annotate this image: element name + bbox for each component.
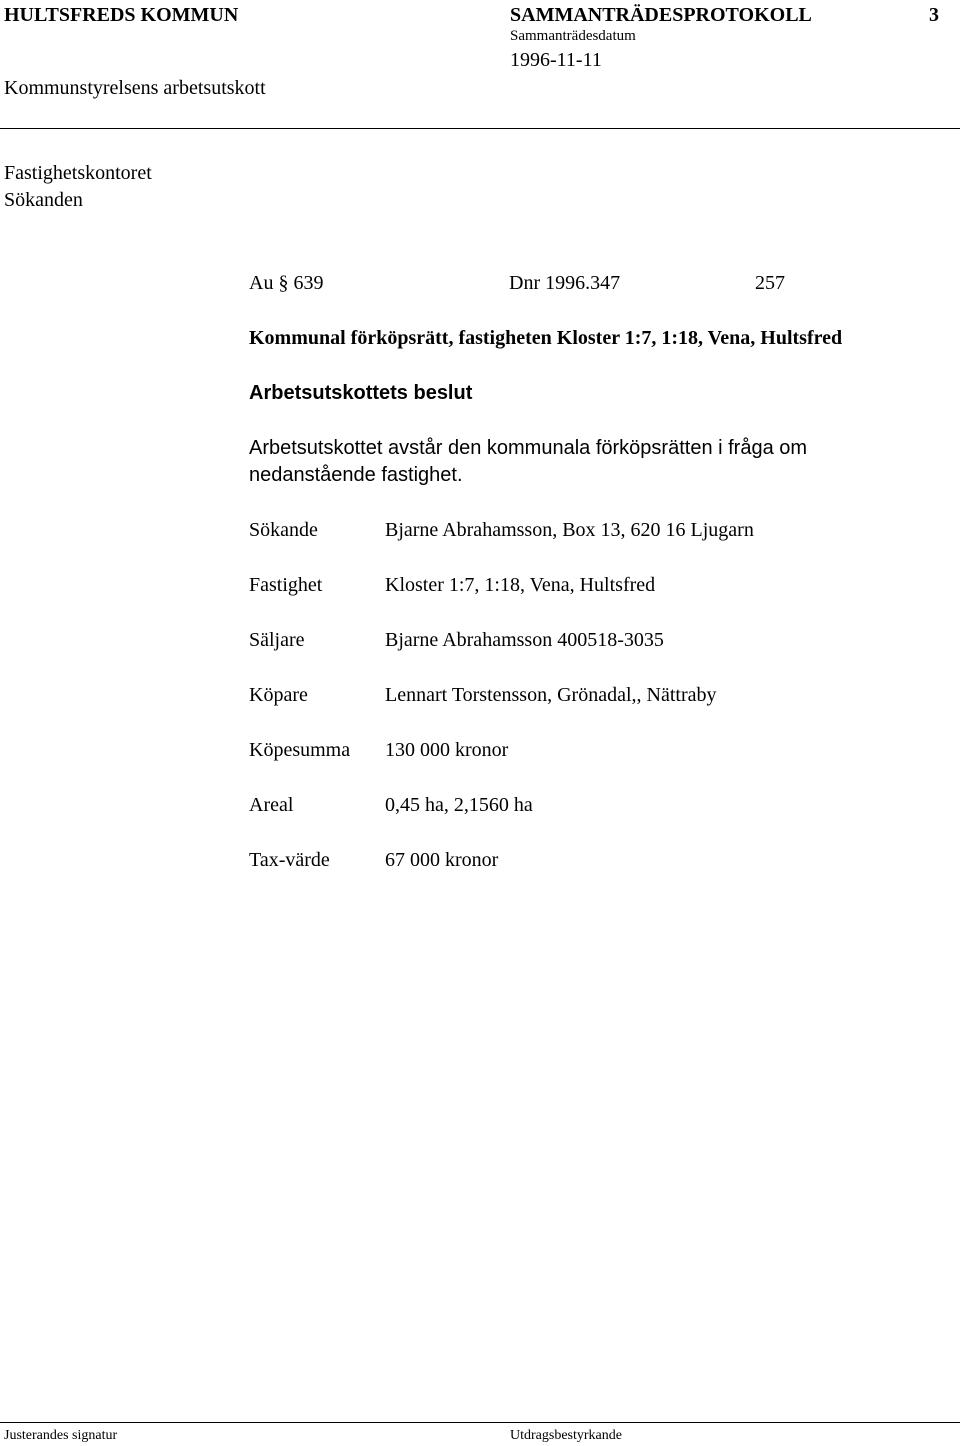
detail-label: Sökande <box>249 519 318 541</box>
distribution-item: Sökanden <box>4 189 83 211</box>
detail-label: Fastighet <box>249 574 323 596</box>
detail-label: Areal <box>249 794 294 816</box>
detail-label: Säljare <box>249 629 305 651</box>
footer-signature-label: Justerandes signatur <box>4 1428 118 1443</box>
detail-value: Bjarne Abrahamsson 400518-3035 <box>385 629 664 651</box>
case-title: Kommunal förköpsrätt, fastigheten Kloster 1:7, 1:18, Vena, Hultsfred <box>249 327 843 349</box>
detail-value: 0,45 ha, 2,1560 ha <box>385 794 533 816</box>
detail-label: Tax-värde <box>249 849 330 871</box>
municipality-name: HULTSFREDS KOMMUN <box>4 4 239 26</box>
detail-label: Köpare <box>249 684 308 706</box>
detail-label: Köpesumma <box>249 739 351 761</box>
decision-text-line: nedanstående fastighet. <box>249 464 463 486</box>
document-type: SAMMANTRÄDESPROTOKOLL <box>510 4 812 26</box>
meeting-date: 1996-11-11 <box>510 49 602 71</box>
meeting-date-label: Sammanträdesdatum <box>510 28 636 44</box>
decision-heading: Arbetsutskottets beslut <box>249 382 473 404</box>
paragraph-reference <box>249 273 323 293</box>
au-number: 639 <box>293 272 324 294</box>
footer-certification-label: Utdragsbestyrkande <box>510 1428 622 1443</box>
detail-value: Kloster 1:7, 1:18, Vena, Hultsfred <box>385 574 656 596</box>
section-sign: § <box>278 272 289 294</box>
committee-name: Kommunstyrelsens arbetsutskott <box>4 77 266 99</box>
distribution-item: Fastighetskontoret <box>4 162 152 184</box>
decision-text-line: Arbetsutskottet avstår den kommunala förköpsrätten i fråga om <box>249 437 808 459</box>
detail-value: 130 000 kronor <box>385 739 509 761</box>
registration-number: Dnr 1996.347 <box>509 272 621 294</box>
au-prefix: Au <box>249 272 274 294</box>
detail-value: Lennart Torstensson, Grönadal,, Nättraby <box>385 684 717 706</box>
header-divider <box>0 128 960 129</box>
case-number: 257 <box>755 272 785 294</box>
detail-value: 67 000 kronor <box>385 849 499 871</box>
page-number: 3 <box>929 4 939 26</box>
footer-divider <box>0 1422 960 1423</box>
detail-value: Bjarne Abrahamsson, Box 13, 620 16 Ljugarn <box>385 519 754 541</box>
